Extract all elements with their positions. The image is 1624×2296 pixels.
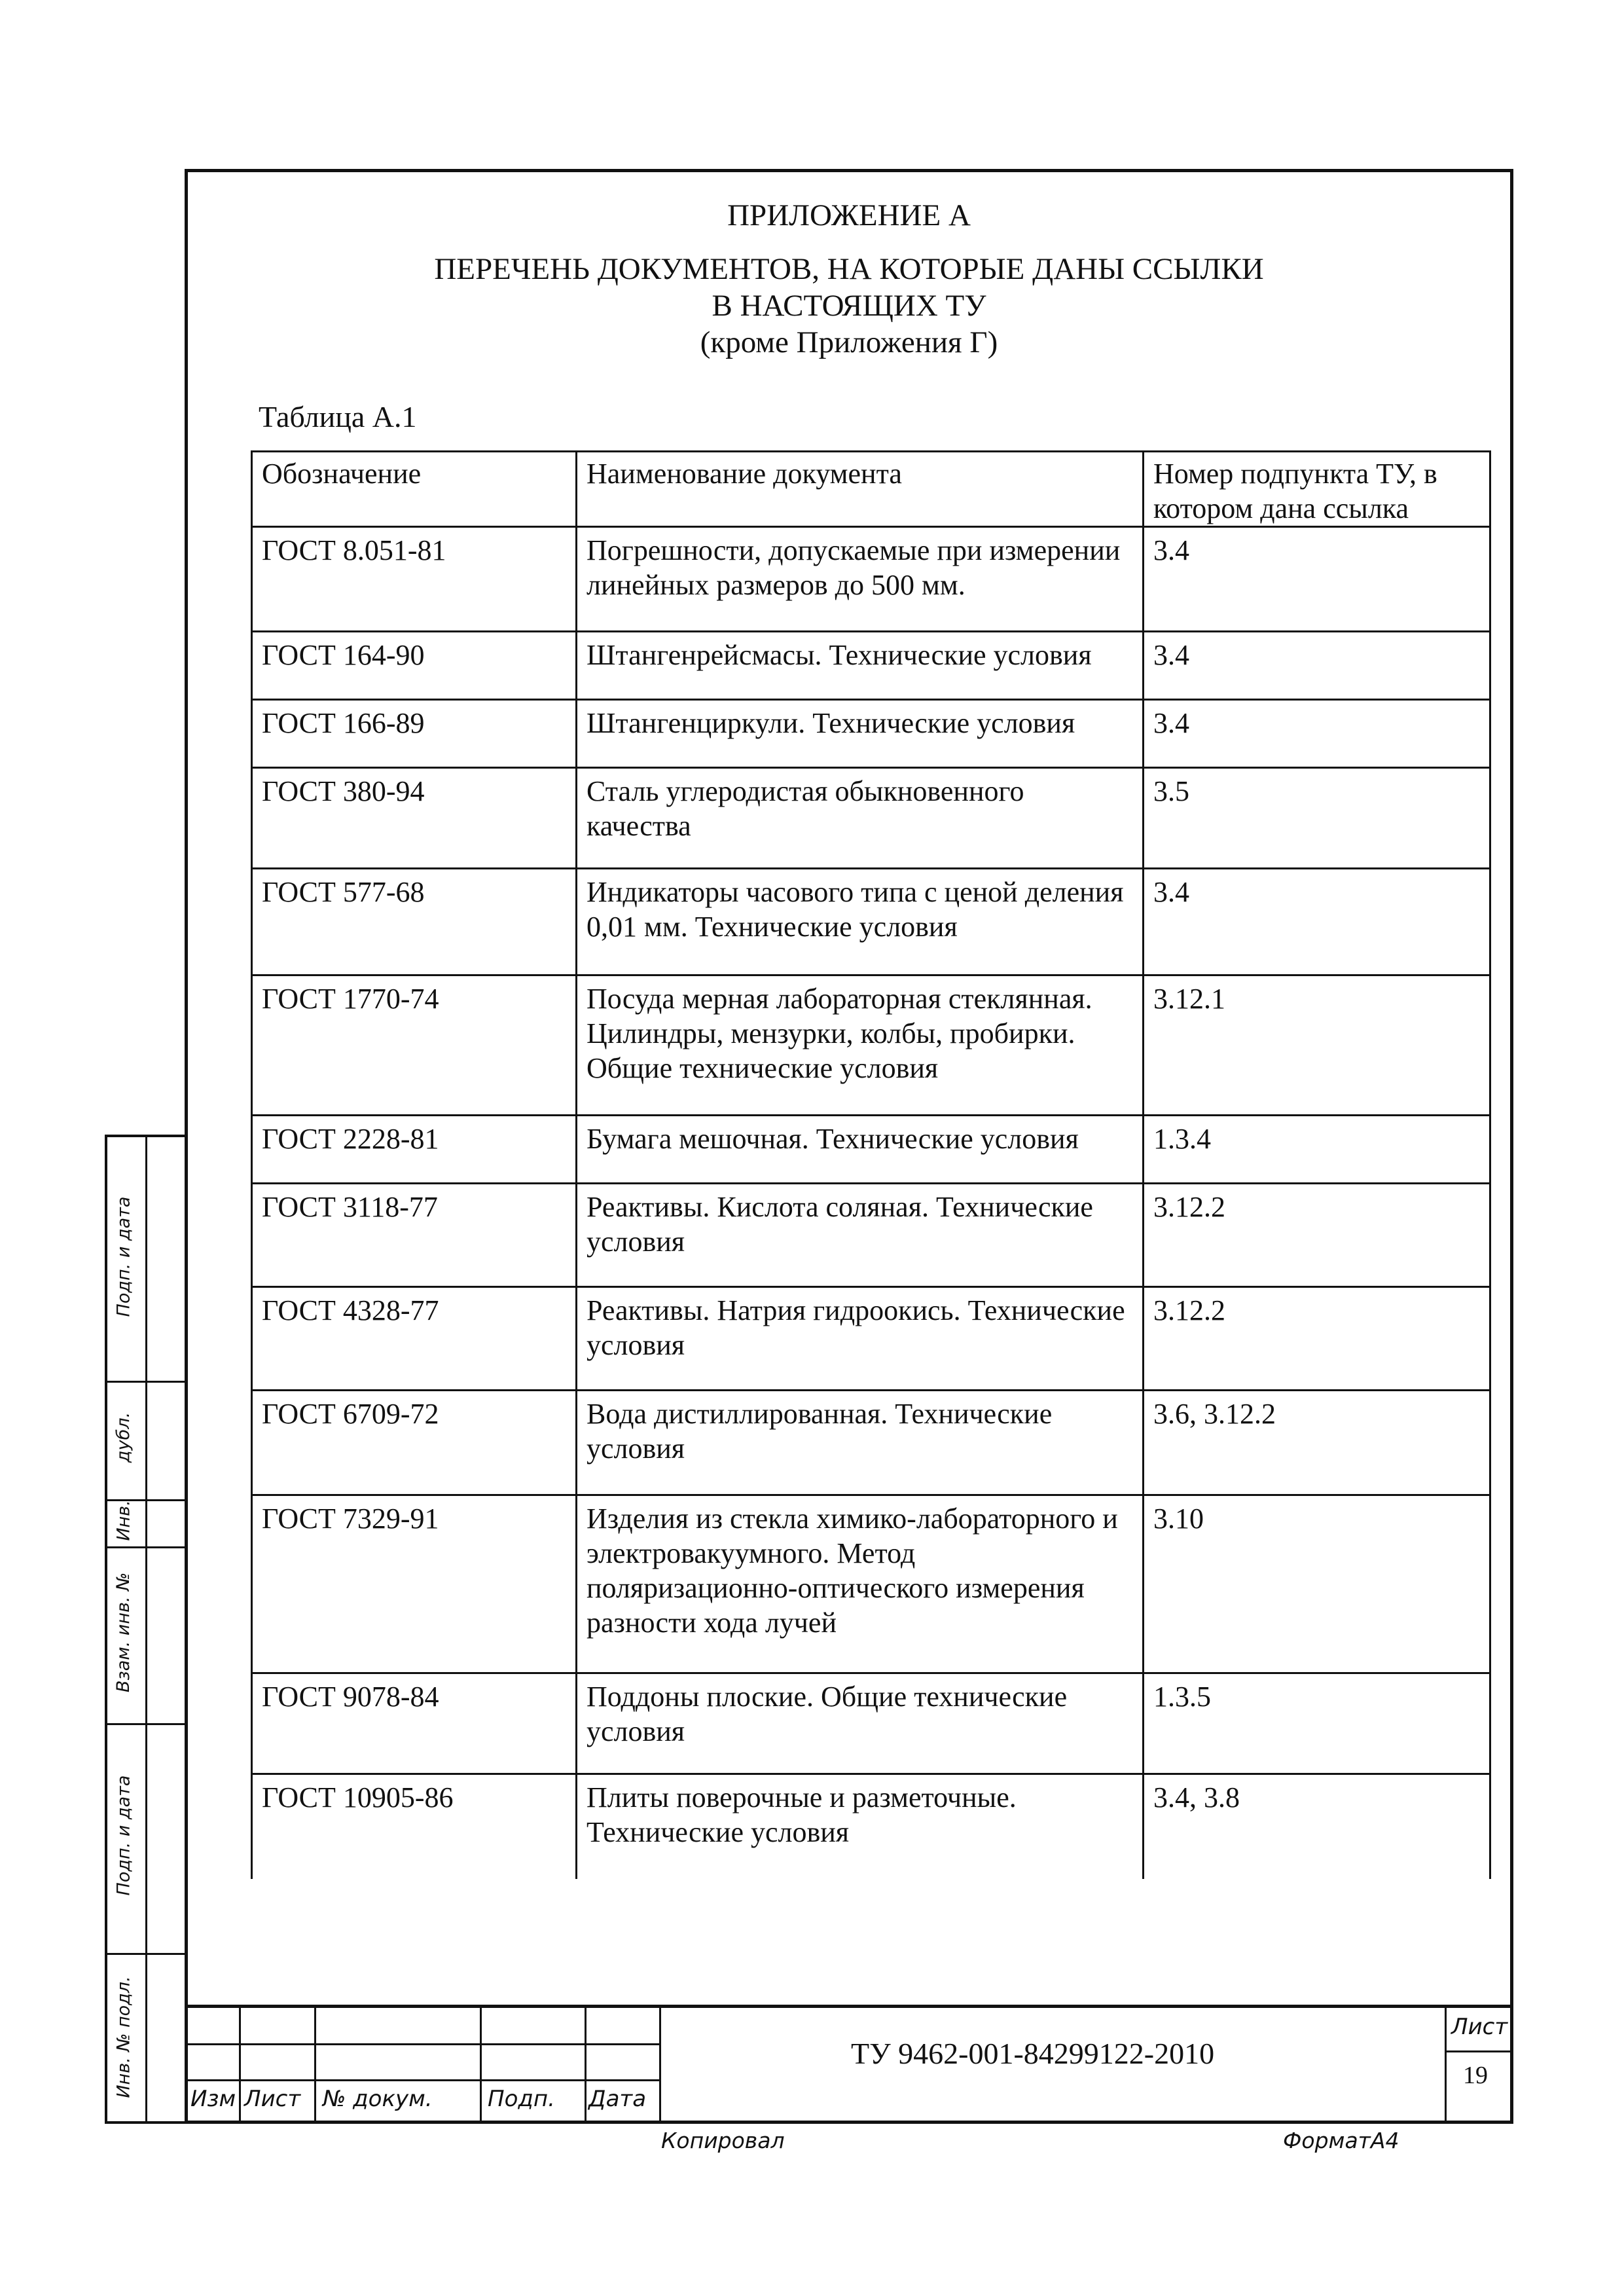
cell-name: Реактивы. Кислота соляная. Технические условия	[577, 1184, 1144, 1287]
tb-label-doc-number: № докум.	[323, 2086, 433, 2112]
strip-divider	[145, 1137, 147, 2121]
tb-line	[188, 2079, 659, 2081]
tb-sheet-number: 19	[1463, 2062, 1488, 2089]
cell-name: Реактивы. Натрия гидроокись. Технические условия	[577, 1287, 1144, 1391]
appendix-subtitle-line3: (кроме Приложения Г)	[700, 325, 998, 359]
cell-code: ГОСТ 7329-91	[252, 1495, 577, 1673]
strip-label-sign-date-2: Подп. и дата	[113, 1775, 134, 1896]
table-row	[252, 1116, 1490, 1184]
appendix-subtitle-line2: В НАСТОЯЩИХ ТУ	[712, 289, 986, 323]
cell-ref: 3.12.2	[1144, 1287, 1490, 1391]
cell-name: Штангенрейсмасы. Технические условия	[577, 632, 1144, 700]
tb-label-sheet: Лист	[244, 2086, 301, 2112]
cell-code: ГОСТ 8.051-81	[252, 527, 577, 632]
cell-ref: 3.6, 3.12.2	[1144, 1391, 1490, 1495]
strip-label-sign-date: Подп. и дата	[113, 1196, 134, 1317]
cell-ref: 1.3.5	[1144, 1673, 1490, 1774]
cell-code: ГОСТ 3118-77	[252, 1184, 577, 1287]
table-row	[252, 1495, 1490, 1673]
tb-line	[1445, 2050, 1510, 2052]
cell-name: Индикаторы часового типа с ценой деления 0,01 мм. Технические условия	[577, 869, 1144, 975]
table-row	[252, 768, 1490, 869]
cell-code: ГОСТ 2228-81	[252, 1116, 577, 1184]
tb-label-signature: Подп.	[488, 2086, 555, 2112]
cell-ref: 3.5	[1144, 768, 1490, 869]
table-row	[252, 632, 1490, 700]
tb-line	[1445, 2005, 1447, 2121]
cell-ref: 3.12.1	[1144, 975, 1490, 1116]
table-row	[252, 1391, 1490, 1495]
appendix-title: ПРИЛОЖЕНИЕ А	[727, 198, 971, 232]
header-designation: Обозначение	[252, 452, 577, 527]
table-caption: Таблица А.1	[259, 400, 417, 433]
tb-sheet-label: Лист	[1451, 2014, 1508, 2040]
cell-name: Поддоны плоские. Общие технические условия	[577, 1673, 1144, 1774]
header-tu-clause: Номер подпункта ТУ, в котором дана ссылка	[1144, 452, 1490, 527]
cell-code: ГОСТ 1770-74	[252, 975, 577, 1116]
table-row	[252, 1774, 1490, 1879]
strip-label-duplicate: дубл.	[113, 1412, 134, 1463]
tb-line	[585, 2005, 586, 2121]
strip-label-inv: Инв.	[113, 1499, 134, 1541]
table-row	[252, 700, 1490, 768]
cell-code: ГОСТ 9078-84	[252, 1673, 577, 1774]
tb-line	[188, 2005, 1510, 2008]
tb-line	[314, 2005, 316, 2121]
cell-code: ГОСТ 6709-72	[252, 1391, 577, 1495]
cell-name: Изделия из стекла химико-лабораторного и электровакуумного. Метод поляризационно-оптического измерения разности хода лучей	[577, 1495, 1144, 1673]
cell-code: ГОСТ 166-89	[252, 700, 577, 768]
cell-ref: 3.4	[1144, 700, 1490, 768]
cell-ref: 3.4	[1144, 527, 1490, 632]
cell-name: Вода дистиллированная. Технические условия	[577, 1391, 1144, 1495]
cell-ref: 3.12.2	[1144, 1184, 1490, 1287]
header-document-name: Наименование документа	[577, 452, 1144, 527]
cell-ref: 3.4	[1144, 632, 1490, 700]
table-header-row	[252, 452, 1490, 527]
strip-label-inv-original: Инв. № подл.	[113, 1976, 134, 2098]
cell-name: Посуда мерная лабораторная стеклянная. Цилиндры, мензурки, колбы, пробирки. Общие технические условия	[577, 975, 1144, 1116]
cell-ref: 1.3.4	[1144, 1116, 1490, 1184]
table-row	[252, 1184, 1490, 1287]
cell-name: Сталь углеродистая обыкновенного качества	[577, 768, 1144, 869]
cell-code: ГОСТ 164-90	[252, 632, 577, 700]
tb-line	[659, 2005, 661, 2121]
strip-label-replace-inv: Взам. инв. №	[113, 1572, 134, 1692]
table-row	[252, 1287, 1490, 1391]
table-row	[252, 975, 1490, 1116]
tb-line	[188, 2043, 659, 2045]
table-row	[252, 527, 1490, 632]
appendix-subtitle-line1: ПЕРЕЧЕНЬ ДОКУМЕНТОВ, НА КОТОРЫЕ ДАНЫ ССЫЛКИ	[434, 252, 1264, 286]
tb-label-change: Изм	[190, 2086, 236, 2112]
tb-line	[239, 2005, 241, 2121]
footer-format: ФорматА4	[1283, 2128, 1399, 2153]
tb-label-date: Дата	[588, 2086, 647, 2112]
cell-name: Плиты поверочные и разметочные. Технические условия	[577, 1774, 1144, 1879]
cell-ref: 3.4	[1144, 869, 1490, 975]
table-row	[252, 1673, 1490, 1774]
cell-code: ГОСТ 380-94	[252, 768, 577, 869]
footer-copied: Копировал	[661, 2128, 785, 2153]
cell-code: ГОСТ 4328-77	[252, 1287, 577, 1391]
cell-ref: 3.4, 3.8	[1144, 1774, 1490, 1879]
document-number: ТУ 9462-001-84299122-2010	[851, 2037, 1215, 2070]
cell-name: Бумага мешочная. Технические условия	[577, 1116, 1144, 1184]
references-table	[251, 450, 1491, 1879]
cell-name: Штангенциркули. Технические условия	[577, 700, 1144, 768]
tb-line	[480, 2005, 482, 2121]
cell-name: Погрешности, допускаемые при измерении линейных размеров до 500 мм.	[577, 527, 1144, 632]
cell-code: ГОСТ 10905-86	[252, 1774, 577, 1879]
table-row	[252, 869, 1490, 975]
cell-code: ГОСТ 577-68	[252, 869, 577, 975]
cell-ref: 3.10	[1144, 1495, 1490, 1673]
